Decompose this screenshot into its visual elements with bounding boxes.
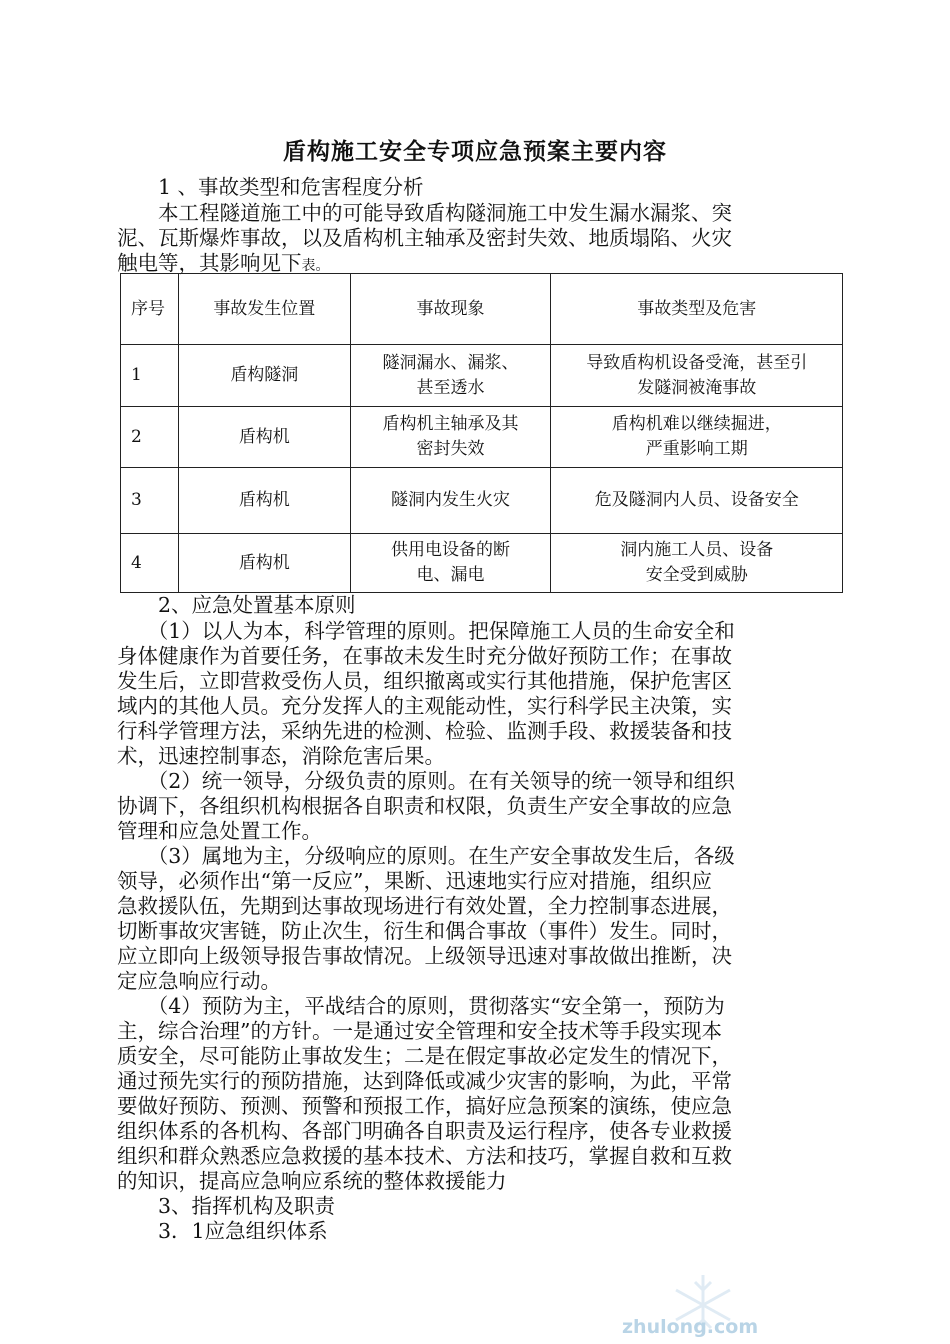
intro-line-1: 1 、事故类型和危害程度分析: [158, 175, 424, 199]
section-3-1-heading: 3．1应急组织体系: [117, 1219, 328, 1243]
table-header-row: [121, 274, 843, 345]
header-number: 序号: [121, 274, 179, 345]
section-3-heading: 3、指挥机构及职责: [117, 1194, 336, 1218]
body-line: 切断事故灾害链，防止次生，衍生和偶合事故（事件）发生。同时，: [117, 919, 732, 943]
incident-table: [120, 273, 843, 593]
body-line: 2、应急处置基本原则: [117, 593, 356, 617]
table-row: [121, 534, 843, 593]
row-location: 盾构机: [178, 534, 350, 593]
row-number: 3: [121, 468, 179, 534]
body-line: 质安全，尽可能防止事故发生；二是在假定事故必定发生的情况下，: [117, 1044, 732, 1068]
row-hazard: 导致盾构机设备受淹，甚至引 发隧洞被淹事故: [551, 345, 843, 407]
row-hazard: 危及隧洞内人员、设备安全: [551, 468, 843, 534]
body-line: 定应急响应行动。: [117, 969, 281, 993]
body-line: 身体健康作为首要任务，在事故未发生时充分做好预防工作；在事故: [117, 644, 732, 668]
body-line: 的知识，提高应急响应系统的整体救援能力: [117, 1169, 507, 1193]
body-line: 协调下，各组织机构根据各自职责和权限，负责生产安全事故的应急: [117, 794, 732, 818]
row-phenomenon: 隧洞内发生火灾: [350, 468, 551, 534]
body-line: 行科学管理方法，采纳先进的检测、检验、监测手段、救援装备和技: [117, 719, 732, 743]
body-line: （4）预防为主，平战结合的原则，贯彻落实“安全第一，预防为: [117, 994, 725, 1018]
body-line: 急救援队伍，先期到达事故现场进行有效处置，全力控制事态进展，: [117, 894, 732, 918]
row-number: 2: [121, 407, 179, 468]
row-number: 4: [121, 534, 179, 593]
body-line: （1）以人为本，科学管理的原则。把保障施工人员的生命安全和: [117, 619, 735, 643]
row-phenomenon: 隧洞漏水、漏浆、 甚至透水: [350, 345, 551, 407]
body-line: 主，综合治理”的方针。一是通过安全管理和安全技术等手段实现本: [117, 1019, 722, 1043]
row-hazard: 盾构机难以继续掘进， 严重影响工期: [551, 407, 843, 468]
header-phenomenon: 事故现象: [350, 274, 551, 345]
table-row: [121, 345, 843, 407]
row-location: 盾构隧洞: [178, 345, 350, 407]
body-line: 域内的其他人员。充分发挥人的主观能动性，实行科学民主决策，实: [117, 694, 732, 718]
row-number: 1: [121, 345, 179, 407]
row-location: 盾构机: [178, 407, 350, 468]
body-line: 术，迅速控制事态，消除危害后果。: [117, 744, 445, 768]
body-line: 领导，必须作出“第一反应”，果断、迅速地实行应对措施，组织应: [117, 869, 712, 893]
row-location: 盾构机: [178, 468, 350, 534]
header-hazard: 事故类型及危害: [551, 274, 843, 345]
body-line: （2）统一领导，分级负责的原则。在有关领导的统一领导和组织: [117, 769, 735, 793]
row-phenomenon: 供用电设备的断 电、漏电: [350, 534, 551, 593]
body-line: 管理和应急处置工作。: [117, 819, 322, 843]
table-reference-word: 表。: [301, 258, 330, 274]
body-line: （3）属地为主，分级响应的原则。在生产安全事故发生后，各级: [117, 844, 735, 868]
intro-line-3: 泥、瓦斯爆炸事故，以及盾构机主轴承及密封失效、地质塌陷、火灾: [117, 226, 732, 250]
body-line: 发生后，立即营救受伤人员，组织撤离或实行其他措施，保护危害区: [117, 669, 732, 693]
intro-line-4-text: 触电等，其影响见下: [117, 251, 302, 275]
page-title: 盾构施工安全专项应急预案主要内容: [283, 139, 667, 165]
table-row: [121, 407, 843, 468]
body-line: 组织和群众熟悉应急救援的基本技术、方法和技巧，掌握自救和互救: [117, 1144, 732, 1168]
intro-line-2: 本工程隧道施工中的可能导致盾构隧洞施工中发生漏水漏浆、突: [117, 201, 732, 225]
body-line: 应立即向上级领导报告事故情况。上级领导迅速对事故做出推断，决: [117, 944, 732, 968]
body-line: 要做好预防、预测、预警和预报工作，搞好应急预案的演练，使应急: [117, 1094, 732, 1118]
watermark-text: zhulong.com: [622, 1316, 759, 1338]
body-line: 组织体系的各机构、各部门明确各自职责及运行程序，使各专业救援: [117, 1119, 732, 1143]
header-location: 事故发生位置: [178, 274, 350, 345]
row-phenomenon: 盾构机主轴承及其 密封失效: [350, 407, 551, 468]
body-line: 通过预先实行的预防措施，达到降低或减少灾害的影响，为此，平常: [117, 1069, 732, 1093]
row-hazard: 洞内施工人员、设备 安全受到威胁: [551, 534, 843, 593]
table-row: [121, 468, 843, 534]
